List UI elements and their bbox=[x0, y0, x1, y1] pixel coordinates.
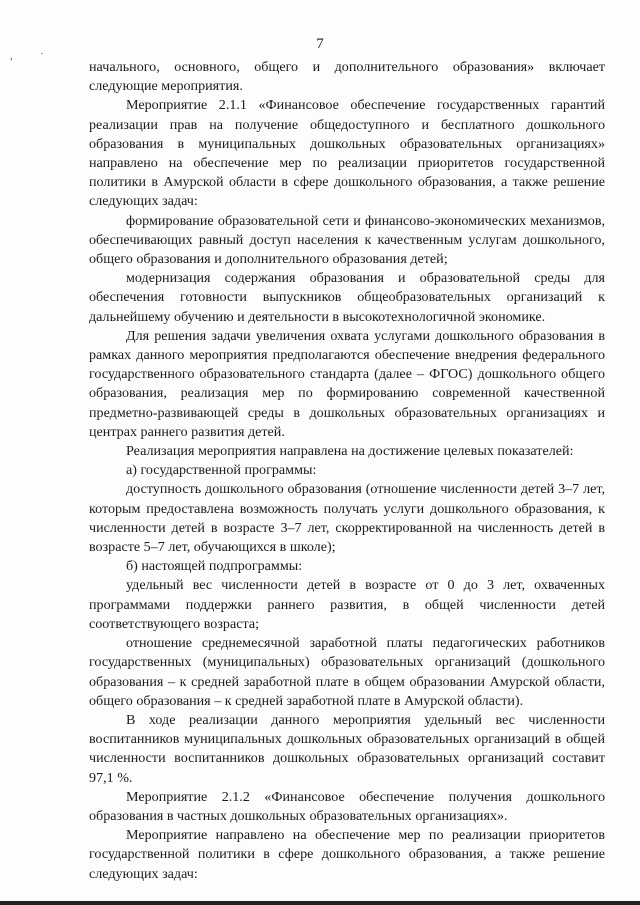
paragraph: Для решения задачи увеличения охвата услугами дошкольного образования в рамках данного мероприятия предполагаются обеспечение внедрения федерального государственного образовательного стандарта (далее – ФГОС) дошкольного общего образования, реализация мер по формированию современной качественной предметно-развивающей среды в дошкольных образовательных организациях и центрах раннего развития детей. bbox=[89, 327, 605, 440]
paragraph: В ходе реализации данного мероприятия удельный вес численности воспитанников муниципальных дошкольных образовательных организаций в общей численности воспитанников дошкольных образовательных организаций составит 97,1 %. bbox=[89, 711, 605, 786]
paragraph: формирование образовательной сети и финансово-экономических механизмов, обеспечивающих равный доступ населения к качественным услугам дошкольного, общего образования и дополнительного образования детей; bbox=[89, 212, 605, 268]
scan-edge bbox=[0, 901, 640, 905]
paragraph: Мероприятие 2.1.2 «Финансовое обеспечение получения дошкольного образования в частных дошкольных образовательных организациях». bbox=[89, 788, 605, 824]
page-number: 7 bbox=[316, 36, 324, 52]
scan-mark: , bbox=[10, 50, 13, 62]
paragraph: а) государственной программы: bbox=[126, 462, 317, 479]
paragraph: начального, основного, общего и дополнительного образования» включает следующие мероприятия. bbox=[89, 59, 605, 95]
paragraph: отношение среднемесячной заработной платы педагогических работников государственных (муниципальных) образовательных организаций (дошкольного образования – к средней заработной плате в общем образовании Амурской области, общего образования – к средней заработной плате в Амурской области). bbox=[89, 635, 605, 709]
paragraph: модернизация содержания образования и образовательной среды для обеспечения готовности выпускников общеобразовательных организаций к дальнейшему обучению и деятельности в высокотехнологичной экономике. bbox=[89, 270, 605, 325]
paragraph: доступность дошкольного образования (отношение численности детей 3–7 лет, которым предоставлена возможность получать услуги дошкольного образования, к численности детей в возрасте 3–7 лет, скорректированной на численность детей в возрасте 5–7 лет, обучающихся в школе); bbox=[89, 481, 605, 556]
paragraph: Реализация мероприятия направлена на достижение целевых показателей: bbox=[126, 443, 574, 460]
paragraph: Мероприятие 2.1.1 «Финансовое обеспечение государственных гарантий реализации прав на получение общедоступного и бесплатного дошкольного образования в муниципальных дошкольных образовательных организациях» направлено на обеспечение мер по реализации приоритетов государственной политики в Амурской области в сфере дошкольного образования, а также решение следующих задач: bbox=[89, 97, 605, 210]
paragraph: б) настоящей подпрограммы: bbox=[126, 558, 303, 575]
document-body bbox=[89, 58, 605, 884]
scan-mark: · bbox=[40, 48, 44, 60]
paragraph: удельный вес численности детей в возрасте от 0 до 3 лет, охваченных программами поддержки раннего развития, в общей численности детей соответствующего возраста; bbox=[89, 577, 605, 632]
paragraph: Мероприятие направлено на обеспечение мер по реализации приоритетов государственной политики в сфере дошкольного образования, а также решение следующих задач: bbox=[89, 827, 605, 882]
